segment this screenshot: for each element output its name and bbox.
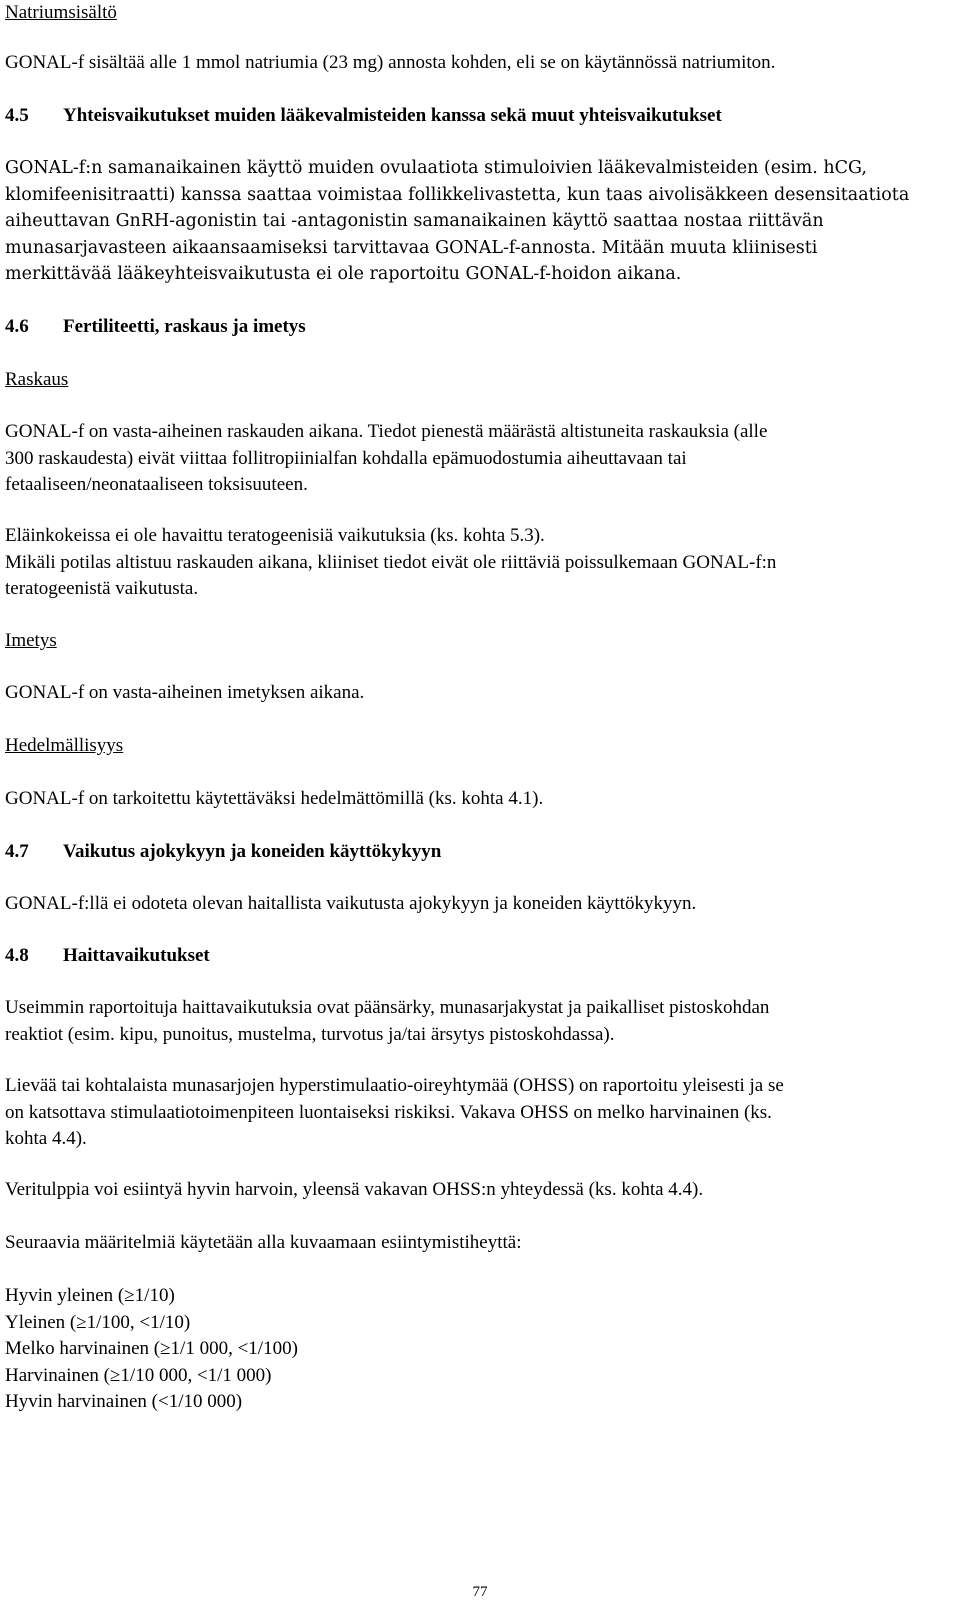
- text-line: Mikäli potilas altistuu raskauden aikana, kliiniset tiedot eivät ole riittäviä poissulkemaan GONAL-f:n: [5, 551, 777, 573]
- raskaus-heading: Raskaus: [5, 369, 69, 390]
- text-line: Lievää tai kohtalaista munasarjojen hyperstimulaatio-oireyhtymää (OHSS) on raportoitu yleisesti ja se: [5, 1075, 784, 1096]
- hedelmallisyys-text: GONAL-f on tarkoitettu käytettäväksi hedelmättömillä (ks. kohta 4.1).: [5, 788, 544, 809]
- section-4-6-heading: [5, 314, 306, 341]
- list-item: Yleinen (≥1/100, <1/10): [5, 1311, 191, 1333]
- section-4-8-paragraph-3: Veritulppia voi esiintyä hyvin harvoin, yleensä vakavan OHSS:n yhteydessä (ks. kohta 4.4).: [5, 1179, 704, 1200]
- text-line: Useimmin raportoituja haittavaikutuksia ovat päänsärky, munasarjakystat ja paikalliset pistoskohdan: [5, 997, 770, 1018]
- section-number: 4.5: [5, 105, 29, 126]
- text-line: GONAL-f on vasta-aiheinen raskauden aikana. Tiedot pienestä määrästä altistuneita raskauksia (alle: [5, 421, 768, 442]
- hedelmallisyys-heading: Hedelmällisyys: [5, 735, 124, 756]
- section-4-8-paragraph-1: [5, 995, 955, 1048]
- raskaus-paragraph-2: [5, 523, 955, 603]
- section-4-5-heading: [5, 103, 722, 130]
- section-number: 4.7: [5, 841, 29, 862]
- raskaus-paragraph-1: [5, 419, 955, 499]
- text-line: merkittävää lääkeyhteisvaikutusta ei ole raportoitu GONAL-f-hoidon aikana.: [5, 264, 682, 284]
- page-number: 77: [472, 1584, 488, 1600]
- text-line: fetaaliseen/neonataaliseen toksisuuteen.: [5, 474, 308, 495]
- list-item: Harvinainen (≥1/10 000, <1/1 000): [5, 1364, 272, 1386]
- text-line: GONAL-f:n samanaikainen käyttö muiden ovulaatiota stimuloivien lääkevalmisteiden (esim. hCG,: [5, 158, 867, 178]
- natrium-heading: Natriumsisältö: [5, 2, 117, 23]
- text-line: aiheuttavan GnRH-agonistin tai -antagonistin samanaikainen käyttö saattaa nostaa riittävän: [5, 211, 824, 231]
- section-4-8-paragraph-4: Seuraavia määritelmiä käytetään alla kuvaamaan esiintymistiheyttä:: [5, 1232, 522, 1253]
- text-line: teratogeenistä vaikutusta.: [5, 578, 199, 599]
- text-line: on katsottava stimulaatiotoimenpiteen luontaiseksi riskiksi. Vakava OHSS on melko harvinainen (ks.: [5, 1101, 772, 1123]
- text-line: kohta 4.4).: [5, 1128, 87, 1149]
- list-item: Hyvin harvinainen (<1/10 000): [5, 1391, 243, 1412]
- natrium-text: GONAL-f sisältää alle 1 mmol natriumia (23 mg) annosta kohden, eli se on käytännössä natriumiton.: [5, 52, 776, 73]
- list-item: Hyvin yleinen (≥1/10): [5, 1285, 175, 1306]
- imetys-text: GONAL-f on vasta-aiheinen imetyksen aikana.: [5, 682, 365, 703]
- section-4-7-text: GONAL-f:llä ei odoteta olevan haitallista vaikutusta ajokykyyn ja koneiden käyttökykyyn.: [5, 893, 697, 914]
- text-line: klomifeenisitraatti) kanssa saattaa voimistaa follikkelivastetta, kun taas aivolisäkkeen desensitaatiota: [5, 184, 910, 205]
- text-line: munasarjavasteen aikaansaamiseksi tarvittavaa GONAL-f-annosta. Mitään muuta kliinisesti: [5, 237, 818, 258]
- section-4-8-heading: [5, 943, 210, 970]
- list-item: Melko harvinainen (≥1/1 000, <1/100): [5, 1338, 298, 1359]
- section-title: Vaikutus ajokykyyn ja koneiden käyttökykyyn: [63, 841, 442, 862]
- text-line: 300 raskaudesta) eivät viittaa follitropiinialfan kohdalla epämuodostumia aiheuttavaan tai: [5, 447, 687, 469]
- section-4-7-heading: [5, 839, 441, 866]
- frequency-list: [5, 1283, 955, 1416]
- section-title: Haittavaikutukset: [63, 945, 210, 966]
- section-title: Fertiliteetti, raskaus ja imetys: [63, 316, 306, 337]
- section-4-5-paragraph: [5, 155, 955, 288]
- section-number: 4.8: [5, 945, 29, 966]
- imetys-heading: Imetys: [5, 630, 57, 651]
- section-number: 4.6: [5, 316, 29, 337]
- text-line: reaktiot (esim. kipu, punoitus, mustelma, turvotus ja/tai ärsytys pistoskohdassa).: [5, 1023, 615, 1045]
- text-line: Eläinkokeissa ei ole havaittu teratogeenisiä vaikutuksia (ks. kohta 5.3).: [5, 525, 545, 546]
- section-4-8-paragraph-2: [5, 1073, 955, 1153]
- section-title: Yhteisvaikutukset muiden lääkevalmisteiden kanssa sekä muut yhteisvaikutukset: [63, 105, 722, 126]
